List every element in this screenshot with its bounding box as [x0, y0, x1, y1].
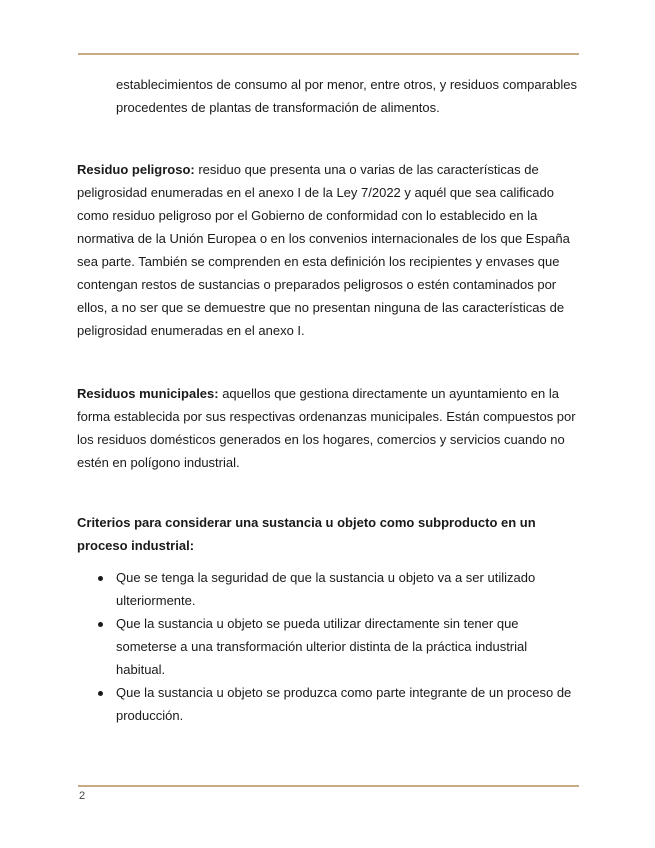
list-item: Que la sustancia u objeto se pueda utilizar directamente sin tener que someterse a una transformación ulterior distinta de la práctica industrial habitual. — [77, 612, 579, 681]
list-item: Que se tenga la seguridad de que la sustancia u objeto va a ser utilizado ulteriormente. — [77, 566, 579, 612]
page-number: 2 — [79, 790, 86, 802]
residuo-peligroso-term: Residuo peligroso: — [77, 162, 195, 177]
criterios-list — [77, 566, 579, 727]
residuos-municipales-term: Residuos municipales: — [77, 386, 219, 401]
document-body — [77, 73, 579, 727]
header-rule — [78, 53, 579, 55]
residuos-municipales-paragraph — [77, 382, 579, 474]
list-item: Que la sustancia u objeto se produzca como parte integrante de un proceso de producción. — [77, 681, 579, 727]
residuos-municipales-definition: aquellos que gestiona directamente un ayuntamiento en la forma establecida por sus respectivas ordenanzas municipales. Están compuestos por los residuos domésticos generados en los hogares, comercios y servicios cuando no estén en polígono industrial. — [77, 386, 576, 470]
continuation-paragraph: establecimientos de consumo al por menor, entre otros, y residuos comparables procedentes de plantas de transformación de alimentos. — [116, 77, 578, 115]
residuo-peligroso-paragraph — [77, 158, 579, 342]
criterios-heading: Criterios para considerar una sustancia u objeto como subproducto en un proceso industrial: — [77, 515, 536, 553]
residuo-peligroso-definition: residuo que presenta una o varias de las características de peligrosidad enumeradas en el anexo I de la Ley 7/2022 y aquél que sea calificado como residuo peligroso por el Gobierno de conformidad con lo establecido en la normativa de la Unión Europea o en los convenios internacionales de los que España sea parte. También se comprenden en esta definición los recipientes y envases que contengan restos de sustancias o preparados peligrosos o estén contaminados por ellos, a no ser que se demuestre que no presentan ninguna de las características de peligrosidad enumeradas en el anexo I. — [77, 162, 570, 338]
footer-rule — [78, 785, 579, 787]
